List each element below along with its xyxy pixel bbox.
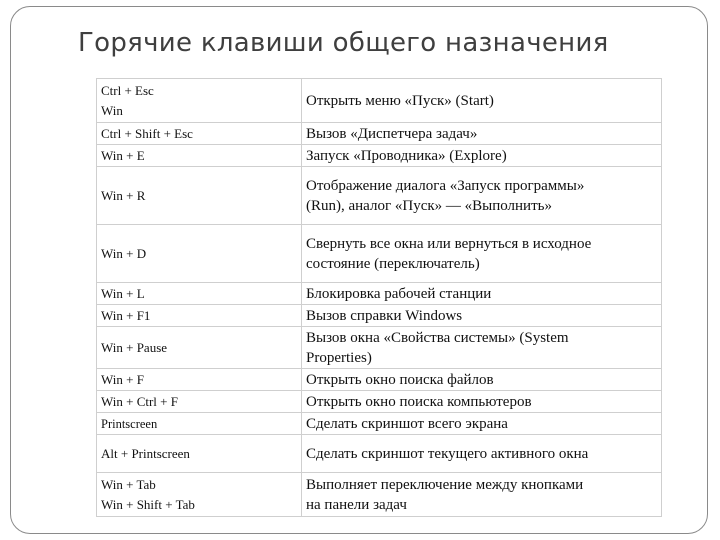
table-row — [97, 413, 662, 435]
shortcut-description-cell — [302, 413, 662, 435]
shortcut-description-cell — [302, 391, 662, 413]
shortcut-description-cell — [302, 145, 662, 167]
shortcut-keys: Win + Tab — [101, 476, 156, 492]
shortcut-description-cell — [302, 123, 662, 145]
shortcut-description-cell — [302, 225, 662, 283]
shortcuts-table — [96, 78, 662, 517]
shortcut-description: Отображение диалога «Запуск программы» — [306, 177, 585, 194]
shortcut-keys: Win + L — [101, 285, 145, 301]
shortcut-description-cell — [302, 435, 662, 473]
shortcut-description-cell — [302, 327, 662, 369]
shortcut-description: на панели задач — [306, 496, 407, 513]
shortcut-keys-cell — [97, 79, 302, 123]
table-row — [97, 435, 662, 473]
shortcut-keys-cell — [97, 283, 302, 305]
shortcut-keys-cell — [97, 225, 302, 283]
table-row — [97, 79, 662, 123]
shortcut-description-cell — [302, 283, 662, 305]
shortcut-keys: Ctrl + Esc — [101, 82, 154, 98]
shortcut-keys-cell — [97, 369, 302, 391]
shortcut-keys-cell — [97, 413, 302, 435]
shortcut-description: Открыть меню «Пуск» (Start) — [306, 92, 494, 109]
shortcut-keys-cell — [97, 145, 302, 167]
shortcut-description: Вызов справки Windows — [306, 307, 463, 324]
shortcut-description: Выполняет переключение между кнопками — [306, 476, 584, 493]
shortcut-keys-cell — [97, 391, 302, 413]
shortcut-keys-cell — [97, 167, 302, 225]
shortcut-keys: Win — [101, 102, 123, 118]
shortcut-description-cell — [302, 167, 662, 225]
shortcut-description: (Run), аналог «Пуск» — «Выполнить» — [306, 197, 552, 214]
shortcut-description: Вызов окна «Свойства системы» (System — [306, 329, 569, 346]
shortcut-keys: Win + Pause — [101, 339, 168, 355]
shortcut-keys: Win + E — [101, 147, 145, 163]
shortcut-keys-cell — [97, 435, 302, 473]
table-row — [97, 145, 662, 167]
table-row — [97, 225, 662, 283]
shortcut-keys: Win + Shift + Tab — [101, 496, 195, 512]
shortcut-description-cell — [302, 473, 662, 517]
shortcut-description-cell — [302, 79, 662, 123]
table-row — [97, 369, 662, 391]
shortcut-keys: Alt + Printscreen — [101, 445, 190, 461]
table-row — [97, 305, 662, 327]
shortcut-keys: Win + D — [101, 245, 147, 261]
table-row — [97, 327, 662, 369]
shortcut-description: Properties) — [306, 349, 372, 366]
shortcut-keys: Ctrl + Shift + Esc — [101, 125, 193, 141]
table-row — [97, 167, 662, 225]
table-row — [97, 283, 662, 305]
shortcut-description-cell — [302, 369, 662, 391]
shortcut-description: состояние (переключатель) — [306, 255, 480, 272]
shortcut-keys: Win + F1 — [101, 307, 151, 323]
shortcut-description: Сделать скриншот всего экрана — [306, 415, 508, 432]
table-row — [97, 391, 662, 413]
shortcut-keys-cell — [97, 327, 302, 369]
shortcut-description: Сделать скриншот текущего активного окна — [306, 445, 589, 462]
shortcut-keys: Win + Ctrl + F — [101, 393, 178, 409]
shortcut-keys: Printscreen — [101, 416, 158, 431]
shortcut-description: Открыть окно поиска компьютеров — [306, 393, 532, 410]
shortcut-description: Блокировка рабочей станции — [306, 285, 492, 302]
slide-title: Горячие клавиши общего назначения — [78, 28, 609, 58]
table-row — [97, 473, 662, 517]
shortcut-keys-cell — [97, 123, 302, 145]
shortcut-keys-cell — [97, 305, 302, 327]
shortcut-description: Открыть окно поиска файлов — [306, 371, 494, 388]
shortcut-keys: Win + R — [101, 187, 146, 203]
shortcut-description: Вызов «Диспетчера задач» — [306, 125, 478, 142]
shortcut-description: Свернуть все окна или вернуться в исходное — [306, 235, 592, 252]
shortcut-keys-cell — [97, 473, 302, 517]
table-row — [97, 123, 662, 145]
shortcut-description-cell — [302, 305, 662, 327]
shortcut-description: Запуск «Проводника» (Explore) — [306, 147, 507, 164]
shortcut-keys: Win + F — [101, 371, 144, 387]
